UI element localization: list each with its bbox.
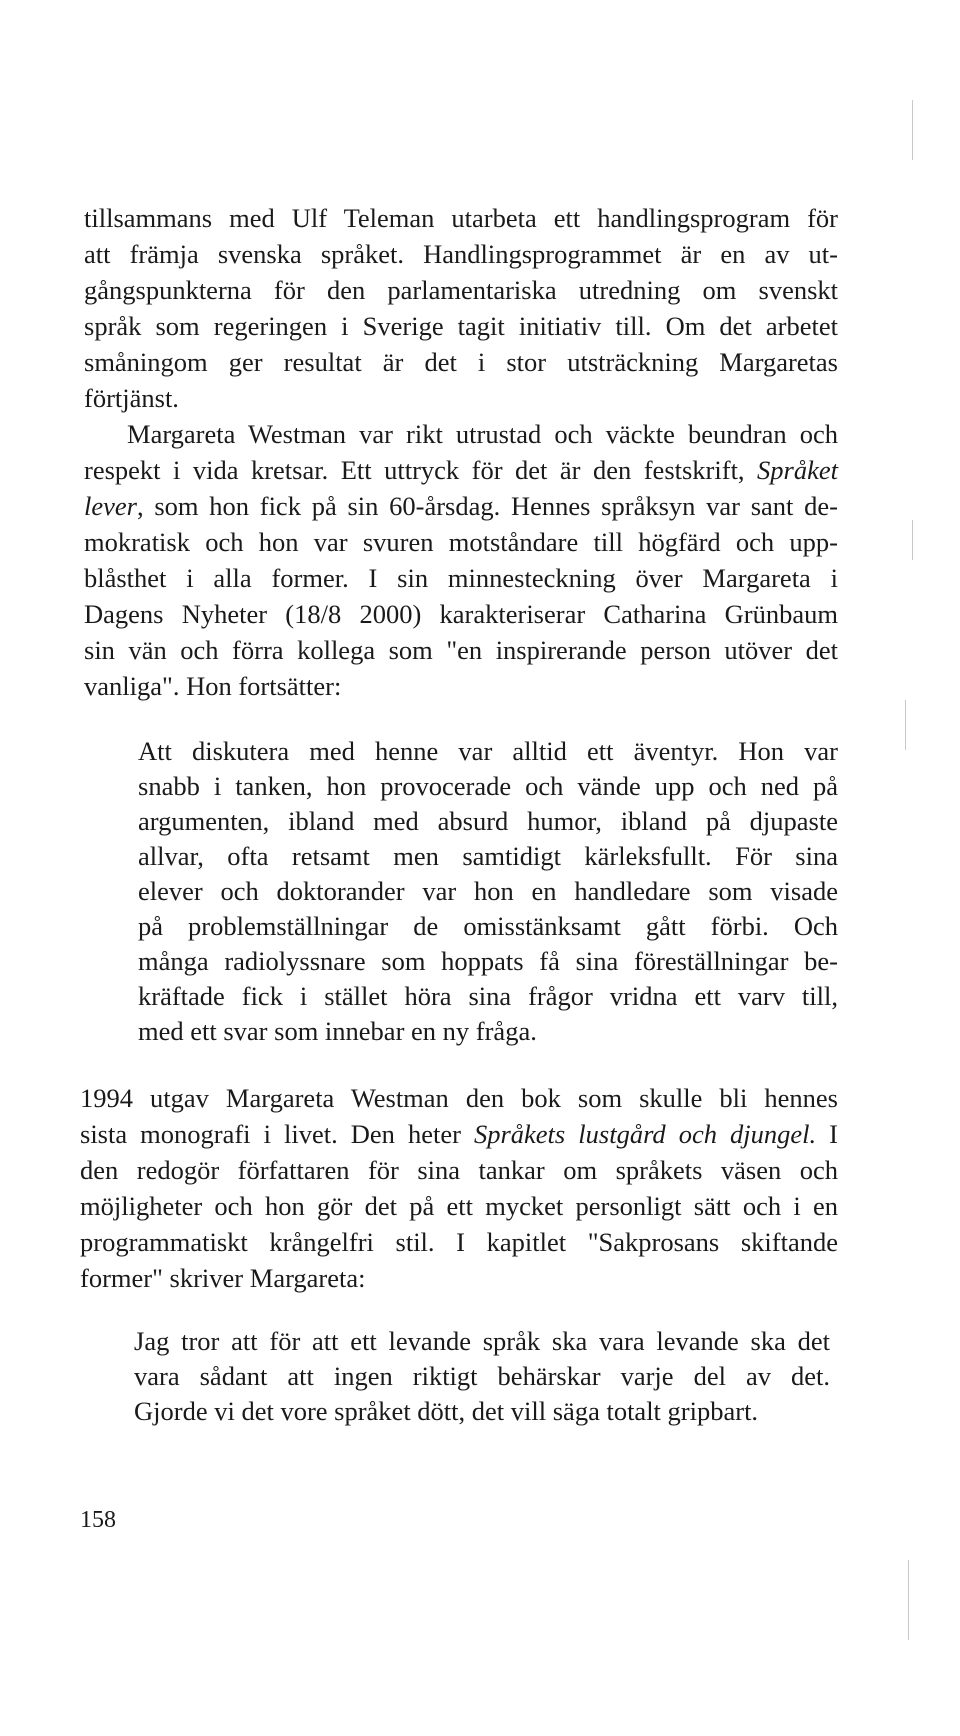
text-span: respekt i vida kretsar. Ett uttryck för det är den festskrift, — [84, 455, 758, 485]
text-line: möjligheter och hon gör det på ett mycket personligt sätt och i en — [80, 1191, 838, 1221]
text-line: gångspunkterna för den parlamentariska utredning om svenskt — [84, 275, 838, 305]
quote-line: Jag tror att för att ett levande språk ska vara levande ska det — [134, 1326, 830, 1356]
scan-artifact — [908, 1560, 909, 1640]
text-line: Dagens Nyheter (18/8 2000) karakteriserar Catharina Grünbaum — [84, 599, 838, 629]
text-line: sin vän och förra kollega som "en inspirerande person utöver det — [84, 635, 838, 665]
text-line: vanliga". Hon fortsätter: — [84, 671, 342, 701]
text-line: småningom ger resultat är det i stor utsträckning Margaretas — [84, 347, 838, 377]
page-number: 158 — [80, 1507, 116, 1533]
text-line — [84, 488, 838, 524]
quote-line: Gjorde vi det vore språket dött, det vill säga totalt gripbart. — [134, 1396, 759, 1426]
text-line — [80, 1116, 838, 1152]
text-line — [84, 452, 838, 488]
paragraph-3 — [80, 1080, 838, 1296]
block-quote-1 — [138, 734, 838, 1049]
text-line: tillsammans med Ulf Teleman utarbeta ett handlingsprogram för — [84, 203, 838, 233]
book-title-italic: Språkets lustgård och djungel. — [473, 1119, 817, 1149]
text-line: former" skriver Margareta: — [80, 1263, 366, 1293]
book-title-italic: lever — [84, 491, 137, 521]
quote-line: allvar, ofta retsamt men samtidigt kärleksfullt. För sina — [138, 841, 838, 871]
quote-line: argumenten, ibland med absurd humor, ibland på djupaste — [138, 806, 838, 836]
text-line: att främja svenska språket. Handlingsprogrammet är en av ut- — [84, 239, 838, 269]
block-quote-2 — [134, 1324, 830, 1429]
text-line: Margareta Westman var rikt utrustad och väckte beundran och — [127, 419, 838, 449]
scan-artifact — [912, 100, 913, 160]
quote-line: många radiolyssnare som hoppats få sina föreställningar be- — [138, 946, 838, 976]
quote-line: kräftade fick i stället höra sina frågor vridna ett varv till, — [138, 981, 838, 1011]
text-span: sista monografi i livet. Den heter — [80, 1119, 474, 1149]
scan-artifact — [912, 520, 913, 560]
quote-line: med ett svar som innebar en ny fråga. — [138, 1016, 537, 1046]
paragraph-2 — [84, 416, 838, 704]
paragraph-1 — [84, 200, 838, 416]
text-line: 1994 utgav Margareta Westman den bok som skulle bli hennes — [80, 1083, 838, 1113]
text-line: mokratisk och hon var svuren motståndare till högfärd och upp- — [84, 527, 838, 557]
text-line: förtjänst. — [84, 383, 179, 413]
quote-line: snabb i tanken, hon provocerade och vände upp och ned på — [138, 771, 838, 801]
text-span: I — [816, 1119, 838, 1149]
quote-line: vara sådant att ingen riktigt behärskar varje del av det. — [134, 1361, 830, 1391]
quote-line: elever och doktorander var hon en handledare som visade — [138, 876, 838, 906]
scan-artifact — [905, 700, 906, 750]
book-title-italic: Språket — [757, 455, 838, 485]
text-line: blåsthet i alla former. I sin minnesteckning över Margareta i — [84, 563, 838, 593]
text-span: , som hon fick på sin 60-årsdag. Hennes språksyn var sant de- — [136, 491, 838, 521]
text-line: programmatiskt krångelfri stil. I kapitlet "Sakprosans skiftande — [80, 1227, 838, 1257]
text-line: den redogör författaren för sina tankar om språkets väsen och — [80, 1155, 838, 1185]
text-line: språk som regeringen i Sverige tagit initiativ till. Om det arbetet — [84, 311, 838, 341]
quote-line: på problemställningar de omisstänksamt gått förbi. Och — [138, 911, 838, 941]
quote-line: Att diskutera med henne var alltid ett äventyr. Hon var — [138, 736, 838, 766]
